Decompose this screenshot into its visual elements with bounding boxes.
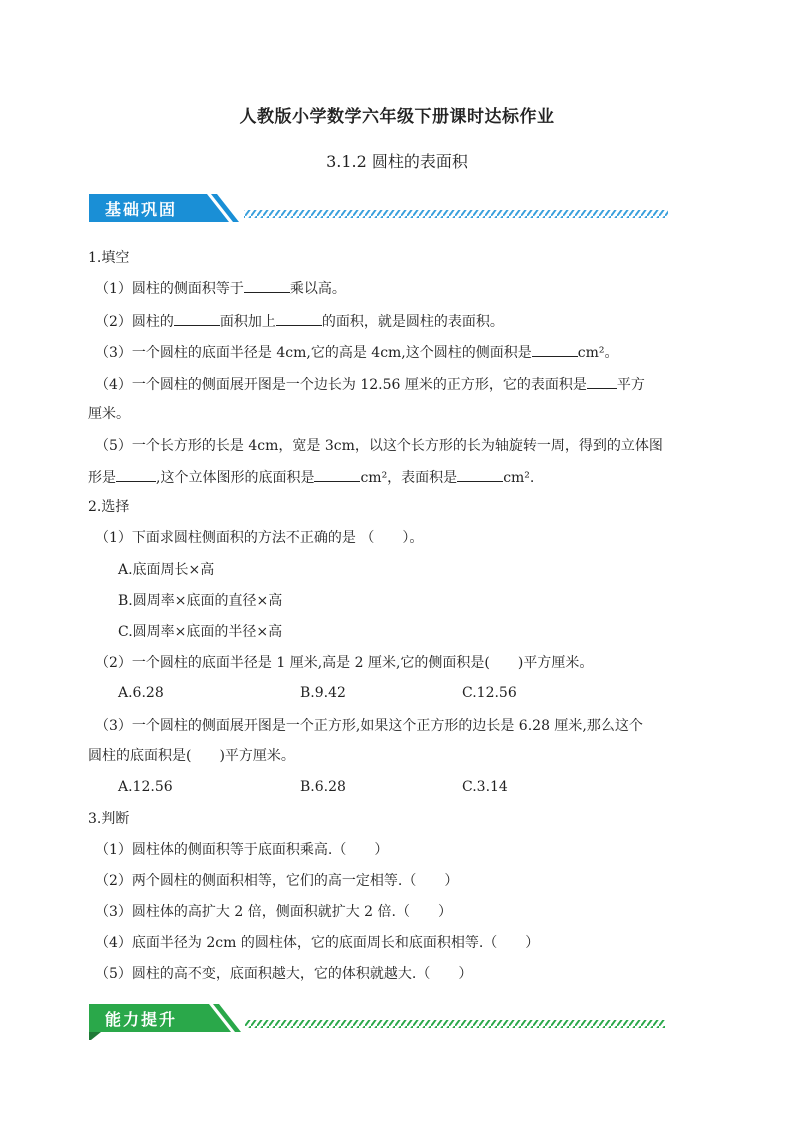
answer-blank[interactable]	[457, 467, 503, 482]
lesson-subtitle: 3.1.2 圆柱的表面积	[326, 152, 468, 171]
fill-q5-text-c: ,这个立体图形的底面积是	[156, 470, 315, 486]
fill-q1-text-b: 乘以高。	[289, 281, 346, 297]
fill-q4-text-b: 平方	[616, 377, 645, 393]
choice-q2-stem: （2）一个圆柱的底面半径是 1 厘米,高是 2 厘米,它的侧面积是( )平方厘米。	[95, 655, 594, 671]
fill-heading: 1.填空	[88, 250, 130, 266]
fill-q2-text-c: 的面积，就是圆柱的表面积。	[321, 314, 504, 330]
choice-q3-option-a: A.12.56	[118, 779, 173, 795]
fill-q4	[95, 374, 645, 395]
judge-item-4: （4）底面半径为 2cm 的圆柱体，它的底面周长和底面积相等.（ ）	[95, 935, 540, 951]
fill-q5-text-d: cm²，表面积是	[360, 470, 458, 486]
choice-q3-option-c: C.3.14	[462, 779, 508, 795]
fill-q2-text-a: （2）圆柱的	[95, 314, 174, 330]
answer-blank[interactable]	[244, 278, 290, 293]
fill-q5-text-e: cm².	[503, 470, 535, 486]
choice-q1-option-c: C.圆周率×底面的半径×高	[118, 624, 283, 640]
fill-q5-line2	[88, 467, 534, 488]
fill-q4-text-a: （4）一个圆柱的侧面展开图是一个边长为 12.56 厘米的正方形，它的表面积是	[95, 377, 587, 393]
judge-item-2: （2）两个圆柱的侧面积相等，它们的高一定相等.（ ）	[95, 873, 459, 889]
answer-blank[interactable]	[174, 311, 220, 326]
choice-heading: 2.选择	[88, 499, 130, 515]
judge-item-3: （3）圆柱体的高扩大 2 倍，侧面积就扩大 2 倍.（ ）	[95, 904, 452, 920]
answer-blank[interactable]	[276, 311, 322, 326]
choice-q3-option-b: B.6.28	[300, 779, 346, 795]
fill-q5-line1: （5）一个长方形的长是 4cm，宽是 3cm，以这个长方形的长为轴旋转一周，得到的立体图	[95, 438, 663, 454]
page-title: 人教版小学数学六年级下册课时达标作业	[239, 107, 555, 127]
answer-blank[interactable]	[587, 374, 617, 389]
judge-item-5: （5）圆柱的高不变，底面积越大，它的体积就越大.（ ）	[95, 966, 473, 982]
fill-q3-text-a: （3）一个圆柱的底面半径是 4cm,它的高是 4cm,这个圆柱的侧面积是	[95, 345, 532, 361]
answer-blank[interactable]	[314, 467, 360, 482]
answer-blank[interactable]	[532, 342, 578, 357]
section-banner-advanced	[89, 1002, 669, 1034]
fill-q2-text-b: 面积加上	[219, 314, 276, 330]
choice-q1-option-b: B.圆周率×底面的直径×高	[118, 593, 283, 609]
choice-q3-stem-line2: 圆柱的底面积是( )平方厘米。	[88, 748, 295, 764]
fill-q3	[95, 342, 619, 363]
choice-q2-option-b: B.9.42	[300, 685, 346, 701]
fill-q4-continued: 厘米。	[88, 406, 130, 422]
answer-blank[interactable]	[116, 467, 156, 482]
choice-q1-stem: （1）下面求圆柱侧面积的方法不正确的是 （ ）。	[95, 530, 424, 546]
section-banner-basic	[89, 192, 669, 224]
choice-q2-option-c: C.12.56	[462, 685, 517, 701]
banner-basic-label: 基础巩固	[105, 200, 178, 219]
judge-heading: 3.判断	[88, 811, 130, 827]
choice-q3-stem-line1: （3）一个圆柱的侧面展开图是一个正方形,如果这个正方形的边长是 6.28 厘米,那么这个	[95, 718, 643, 734]
choice-q2-option-a: A.6.28	[118, 685, 164, 701]
fill-q2	[95, 311, 504, 332]
fill-q3-text-b: cm²。	[577, 345, 619, 361]
fill-q1	[95, 278, 346, 299]
fill-q1-text-a: （1）圆柱的侧面积等于	[95, 281, 244, 297]
fill-q5-text-b: 形是	[88, 470, 116, 486]
choice-q1-option-a: A.底面周长×高	[118, 562, 215, 578]
judge-item-1: （1）圆柱体的侧面积等于底面积乘高.（ ）	[95, 842, 389, 858]
banner-advanced-label: 能力提升	[105, 1010, 178, 1029]
